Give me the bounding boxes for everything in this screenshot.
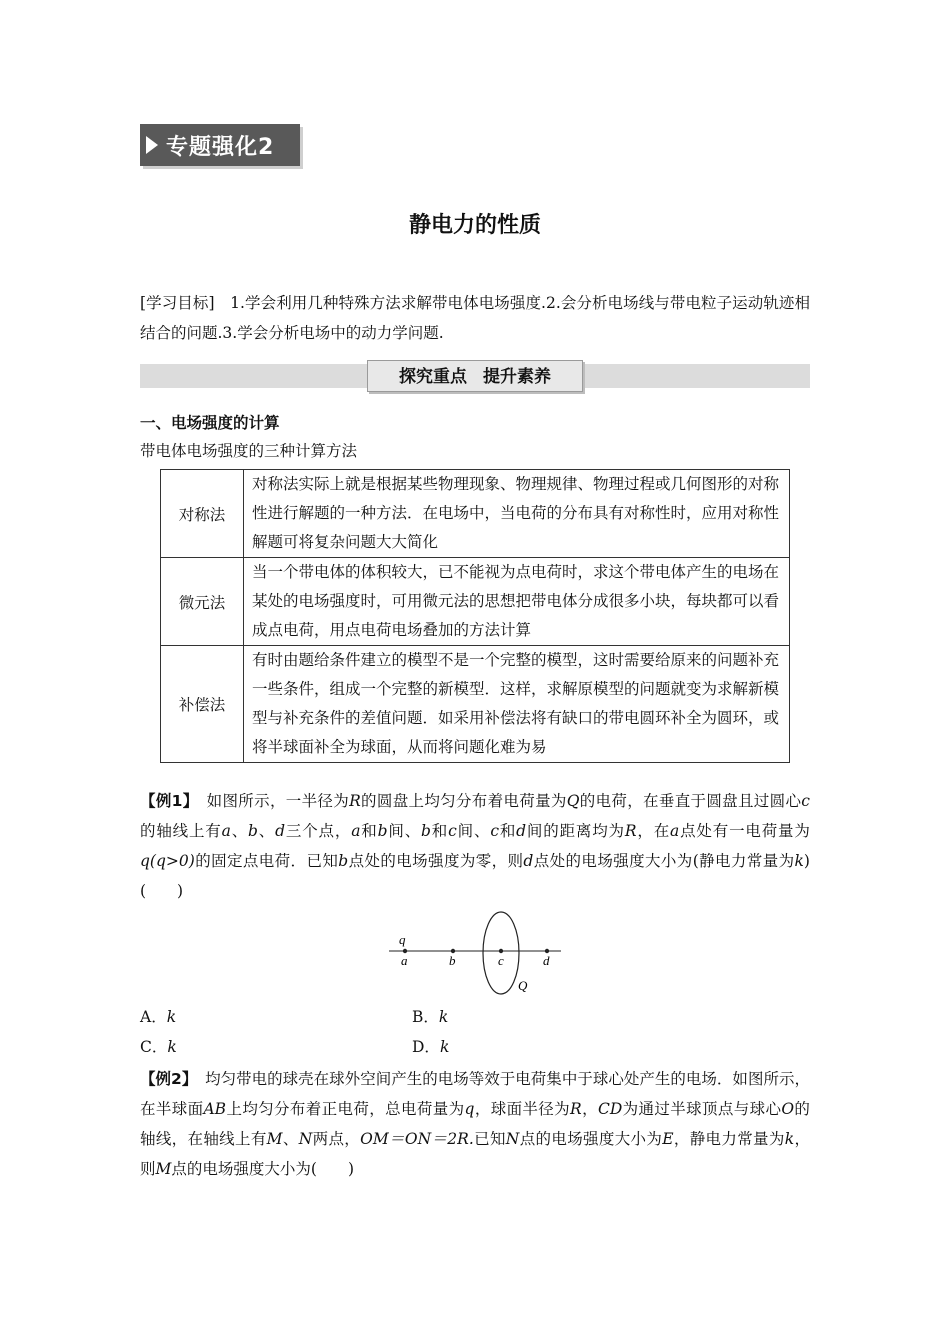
text-run: 两点， bbox=[312, 1130, 361, 1148]
example-1-tag: 【例1】 bbox=[140, 792, 191, 810]
var-R: R bbox=[570, 1100, 582, 1118]
example-1 bbox=[140, 786, 810, 906]
equation-OM-ON: OM＝ON＝2R. bbox=[360, 1130, 474, 1148]
option-b[interactable] bbox=[412, 1004, 448, 1030]
option-value: k bbox=[439, 1038, 450, 1056]
objectives-tag: [学习目标] bbox=[140, 294, 215, 312]
text-run: 点处的电场强度为零，则 bbox=[348, 852, 524, 870]
label-Q: Q bbox=[518, 978, 528, 993]
text-run: 均匀带电的球壳在球外空间产生的电场等效于电荷集中于球心处产生的电场．如图所示，在半球面 bbox=[140, 1070, 810, 1118]
label-q: q bbox=[399, 932, 406, 947]
text-run: 和 bbox=[360, 822, 378, 840]
var-CD: CD bbox=[597, 1100, 623, 1118]
topic-banner-label: 专题强化2 bbox=[166, 134, 275, 160]
var-N: N bbox=[505, 1130, 520, 1148]
text-run: 已知 bbox=[473, 1130, 506, 1148]
var-b: b bbox=[248, 822, 258, 840]
example-2-tag: 【例2】 bbox=[140, 1070, 190, 1088]
text-run: 的固定点电荷．已知 bbox=[194, 852, 339, 870]
option-value: k bbox=[166, 1008, 177, 1026]
option-c[interactable] bbox=[140, 1034, 177, 1060]
method-name: 对称法 bbox=[161, 470, 244, 558]
option-value: k bbox=[438, 1008, 449, 1026]
learning-objectives bbox=[140, 288, 810, 348]
topic-banner bbox=[140, 124, 300, 166]
var-a: a bbox=[670, 822, 680, 840]
var-c: c bbox=[490, 822, 499, 840]
method-desc: 当一个带电体的体积较大，已不能视为点电荷时，求这个带电体产生的电场在某处的电场强度时，可用微元法的思想把带电体分成很多小块，每块都可以看成点电荷，用点电荷电场叠加的方法计算 bbox=[244, 558, 790, 646]
var-c: c bbox=[448, 822, 457, 840]
var-Q: Q bbox=[566, 792, 580, 810]
var-q-expression: q(q>0) bbox=[140, 852, 195, 870]
option-label: C． bbox=[140, 1038, 168, 1056]
option-label: A． bbox=[140, 1008, 167, 1026]
section-label-left: 探究重点 bbox=[399, 367, 467, 387]
disk-axis-diagram bbox=[385, 905, 565, 997]
text-run: 间、 bbox=[387, 822, 422, 840]
objectives-text: 1.学会利用几种特殊方法求解带电体电场强度.2.会分析电场线与带电粒子运动轨迹相结合的问题.3.学会分析电场中的动力学问题. bbox=[140, 294, 810, 342]
table-row bbox=[161, 646, 790, 763]
section-label bbox=[367, 360, 583, 392]
var-R: R bbox=[349, 792, 361, 810]
heading-field-strength: 一、电场强度的计算 bbox=[140, 414, 280, 432]
text-run: 三个点， bbox=[285, 822, 352, 840]
text-run: 和 bbox=[430, 822, 449, 840]
var-AB: AB bbox=[203, 1100, 227, 1118]
text-run: 点处的电场强度大小为(静电力常量为 bbox=[533, 852, 795, 870]
text-run: 的轴线，在轴线上有 bbox=[140, 1100, 810, 1148]
text-run: 间、 bbox=[456, 822, 491, 840]
var-R: R bbox=[624, 822, 637, 840]
var-d: d bbox=[275, 822, 286, 840]
text-run: 、 bbox=[282, 1130, 299, 1148]
var-b: b bbox=[421, 822, 431, 840]
table-row bbox=[161, 470, 790, 558]
text-run: 间的距离均为 bbox=[526, 822, 625, 840]
text-run: 点的电场强度大小为( ) bbox=[171, 1160, 354, 1178]
text-run: 的圆盘上均匀分布着电荷量为 bbox=[360, 792, 567, 810]
label-b: b bbox=[449, 953, 456, 968]
text-run: ， bbox=[581, 1100, 598, 1118]
table-row bbox=[161, 558, 790, 646]
label-a: a bbox=[401, 953, 408, 968]
text-run: )( ) bbox=[140, 852, 810, 900]
var-O: O bbox=[781, 1100, 795, 1118]
option-label: B． bbox=[412, 1008, 439, 1026]
section-label-right: 提升素养 bbox=[483, 367, 551, 387]
text-run: ，球面半径为 bbox=[474, 1100, 571, 1118]
var-E: E bbox=[662, 1130, 674, 1148]
var-q: q bbox=[464, 1100, 475, 1118]
var-M: M bbox=[155, 1160, 172, 1178]
method-name: 微元法 bbox=[161, 558, 244, 646]
var-b: b bbox=[338, 852, 349, 870]
text-run: 、 bbox=[257, 822, 276, 840]
example-2 bbox=[140, 1064, 810, 1184]
var-N: N bbox=[298, 1130, 313, 1148]
var-d: d bbox=[523, 852, 534, 870]
play-triangle-icon bbox=[146, 136, 158, 154]
methods-intro: 带电体电场强度的三种计算方法 bbox=[140, 442, 358, 460]
option-a[interactable] bbox=[140, 1004, 176, 1030]
var-M: M bbox=[266, 1130, 283, 1148]
method-desc: 有时由题给条件建立的模型不是一个完整的模型，这时需要给原来的问题补充一些条件，组成一个完整的新模型．这样，求解原模型的问题就变为求解新模型与补充条件的差值问题．如采用补偿法将有缺口的带电圆环补全为圆环，或将半球面补全为球面，从而将问题化难为易 bbox=[244, 646, 790, 763]
option-d[interactable] bbox=[412, 1034, 449, 1060]
text-run: 点的电场强度大小为 bbox=[519, 1130, 663, 1148]
var-a: a bbox=[221, 822, 231, 840]
text-run: 、 bbox=[230, 822, 249, 840]
label-c: c bbox=[498, 953, 504, 968]
method-desc: 对称法实际上就是根据某些物理现象、物理规律、物理过程或几何图形的对称性进行解题的一种方法．在电场中，当电荷的分布具有对称性时，应用对称性解题可将复杂问题大大简化 bbox=[244, 470, 790, 558]
text-run: 点处有一电荷量为 bbox=[679, 822, 810, 840]
var-a: a bbox=[351, 822, 361, 840]
text-run: ，静电力常量为 bbox=[673, 1130, 785, 1148]
var-k: k bbox=[794, 852, 804, 870]
page-title: 静电力的性质 bbox=[408, 213, 541, 238]
method-name: 补偿法 bbox=[161, 646, 244, 763]
var-d: d bbox=[516, 822, 527, 840]
var-k: k bbox=[784, 1130, 795, 1148]
text-run: 如图所示，一半径为 bbox=[206, 792, 350, 810]
var-b: b bbox=[377, 822, 388, 840]
text-run: ，则 bbox=[140, 1130, 810, 1178]
text-run: 的轴线上有 bbox=[140, 822, 222, 840]
text-run: 上均匀分布着正电荷，总电荷量为 bbox=[226, 1100, 465, 1118]
methods-table bbox=[160, 469, 790, 763]
label-d: d bbox=[543, 953, 550, 968]
option-value: k bbox=[167, 1038, 177, 1056]
var-c: c bbox=[801, 792, 810, 810]
option-label: D． bbox=[412, 1038, 440, 1056]
text-run: 的电荷，在垂直于圆盘且过圆心 bbox=[579, 792, 802, 810]
text-run: ，在 bbox=[636, 822, 671, 840]
text-run: 为通过半球顶点与球心 bbox=[622, 1100, 782, 1118]
text-run: 和 bbox=[499, 822, 517, 840]
